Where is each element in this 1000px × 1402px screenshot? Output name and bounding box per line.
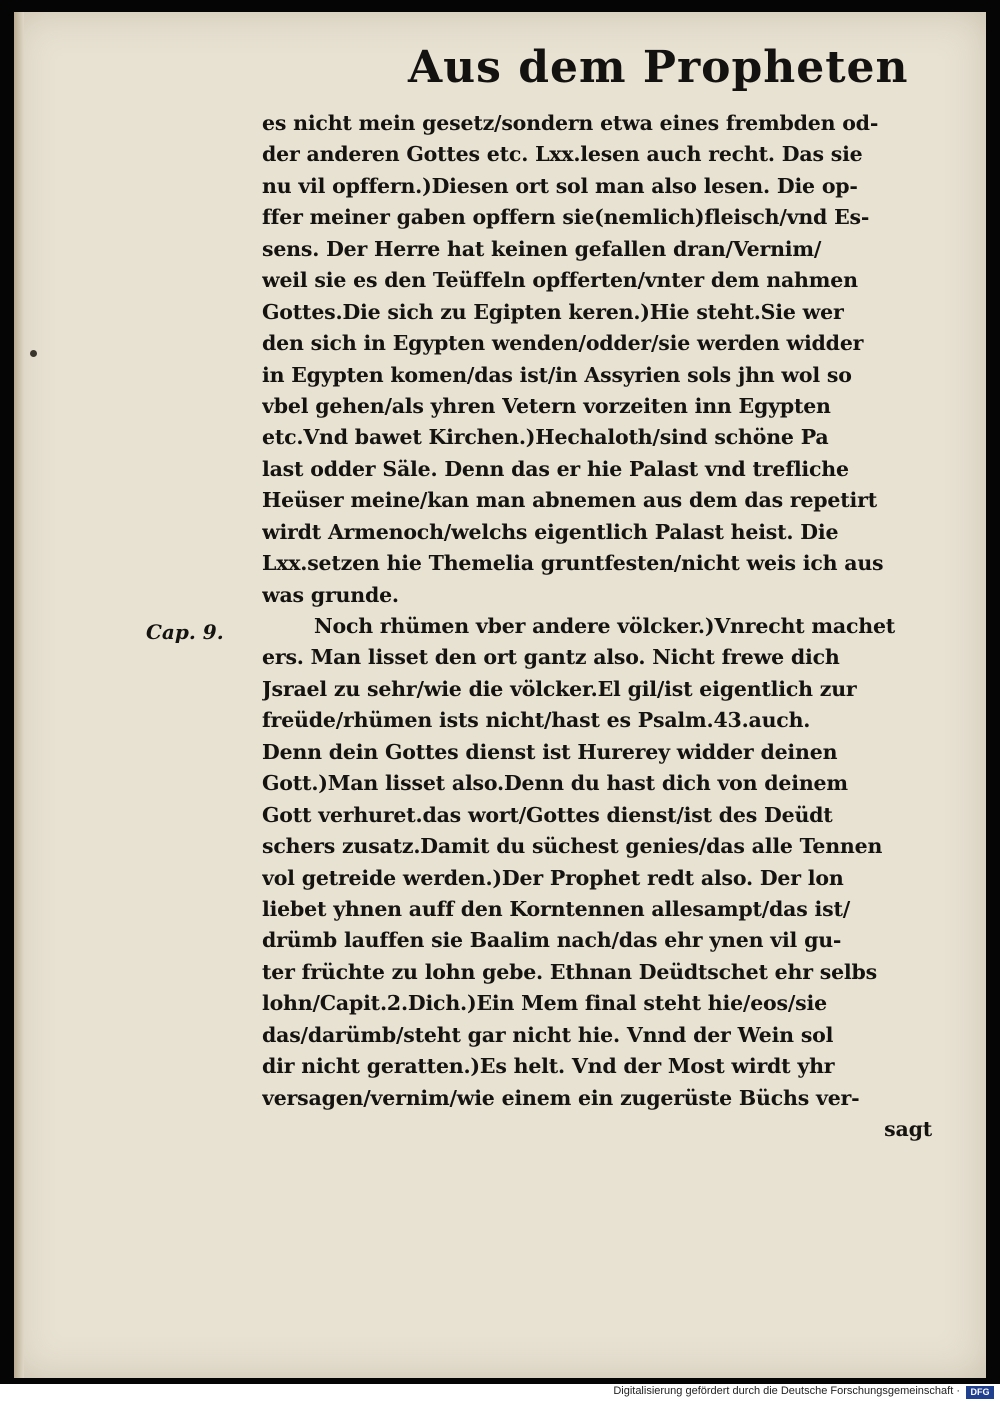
text-line: versagen/vernim/wie einem ein zugerüste Büchs ver- [262, 1085, 860, 1110]
text-line: den sich in Egypten wenden/odder/sie werden widder [262, 331, 864, 356]
text-line: Heüser meine/kan man abnemen aus dem das repetirt [262, 488, 877, 513]
running-head: Aus dem Propheten [408, 42, 909, 93]
text-line: der anderen Gottes etc. Lxx.lesen auch recht. Das sie [262, 142, 863, 167]
footer-credit: Digitalisierung gefördert durch die Deutsche Forschungsgemeinschaft · [613, 1385, 960, 1397]
text-line: Noch rhümen vber andere völcker.)Vnrecht machet [314, 614, 896, 638]
text-line: es nicht mein gesetz/sondern etwa eines frembden od- [262, 111, 879, 135]
text-line: etc.Vnd bawet Kirchen.)Hechaloth/sind schöne Pa [262, 425, 829, 450]
ink-spot [30, 350, 37, 357]
text-line: Gott.)Man lisset also.Denn du hast dich von deinem [262, 771, 848, 796]
text-line: dir nicht geratten.)Es helt. Vnd der Most wirdt yhr [262, 1054, 835, 1079]
footer-bar [0, 1384, 1000, 1402]
margin-note-chapter: Cap. 9. [146, 620, 224, 644]
text-line: Jsrael zu sehr/wie die völcker.El gil/ist eigentlich zur [262, 676, 857, 701]
text-line: sens. Der Herre hat keinen gefallen dran/Vernim/ [262, 236, 822, 261]
text-line: Gottes.Die sich zu Egipten keren.)Hie steht.Sie wer [262, 299, 844, 324]
text-line: last odder Säle. Denn das er hie Palast vnd trefliche [262, 456, 849, 481]
text-line: ffer meiner gaben opffern sie(nemlich)fleisch/vnd Es- [262, 205, 870, 230]
text-line: lohn/Capit.2.Dich.)Ein Mem final steht hie/eos/sie [262, 991, 827, 1016]
page-gutter-edge [14, 12, 24, 1378]
text-line: weil sie es den Teüffeln opfferten/vnter dem nahmen [262, 268, 858, 293]
text-line: freüde/rhümen ists nicht/hast es Psalm.43.auch. [262, 708, 811, 733]
text-line: nu vil opffern.)Diesen ort sol man also lesen. Die op- [262, 173, 858, 198]
body-text [262, 108, 950, 1145]
text-line: vbel gehen/als yhren Vetern vorzeiten inn Egypten [262, 393, 831, 418]
text-line: liebet yhnen auff den Korntennen allesampt/das ist/ [262, 896, 851, 921]
text-line: drümb lauffen sie Baalim nach/das ehr ynen vil gu- [262, 928, 842, 953]
text-line: Gott verhuret.das wort/Gottes dienst/ist des Deüdt [262, 802, 833, 827]
text-line: das/darümb/steht gar nicht hie. Vnnd der Wein sol [262, 1022, 834, 1047]
text-line: Lxx.setzen hie Themelia gruntfesten/nicht weis ich aus [262, 551, 884, 576]
text-line: ter früchte zu lohn gebe. Ethnan Deüdtschet ehr selbs [262, 959, 877, 984]
dfg-logo: DFG [966, 1386, 994, 1399]
text-line: ers. Man lisset den ort gantz also. Nicht frewe dich [262, 645, 840, 670]
text-line: wirdt Armenoch/welchs eigentlich Palast heist. Die [262, 519, 839, 544]
text-line: in Egypten komen/das ist/in Assyrien sols jhn wol so [262, 362, 852, 387]
text-line: schers zusatz.Damit du süchest genies/das alle Tennen [262, 834, 883, 859]
text-line: was grunde. [262, 582, 399, 607]
text-line: Denn dein Gottes dienst ist Hurerey widder deinen [262, 739, 838, 764]
text-line: vol getreide werden.)Der Prophet redt also. Der lon [262, 865, 844, 890]
text-line: sagt [884, 1117, 932, 1141]
